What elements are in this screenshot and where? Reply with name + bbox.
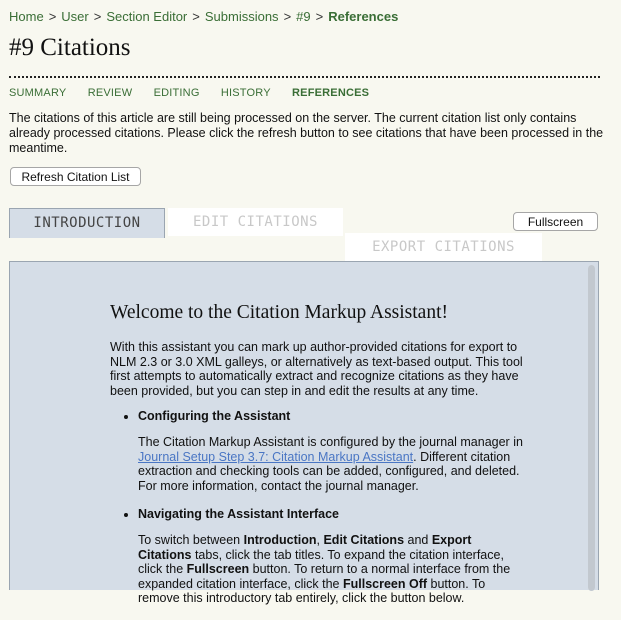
- tab-introduction[interactable]: INTRODUCTION: [9, 208, 165, 238]
- breadcrumb-separator: >: [315, 9, 324, 24]
- submission-subnav: [9, 87, 387, 99]
- help-text-part: The Citation Markup Assistant is configured by the journal manager in: [138, 435, 523, 449]
- breadcrumb-separator: >: [93, 9, 102, 24]
- refresh-citation-list-button[interactable]: Refresh Citation List: [10, 167, 141, 186]
- breadcrumb-home[interactable]: Home: [9, 9, 44, 24]
- breadcrumb-separator: >: [192, 9, 200, 24]
- breadcrumb: [9, 9, 398, 24]
- help-term-fullscreen: Fullscreen: [186, 562, 250, 576]
- panel-scrollbar[interactable]: [588, 265, 595, 591]
- welcome-content: [110, 302, 525, 620]
- help-text-part: button. To remove this introductory tab entirely, click the button below.: [138, 576, 486, 605]
- subnav-history[interactable]: HISTORY: [220, 87, 271, 99]
- help-term-edit-citations: Edit Citations: [323, 533, 405, 547]
- welcome-intro: With this assistant you can mark up author-provided citations for export to NLM 2.3 or 3.0 XML galleys, or alternatively as text-based output. This tool first attempts to automatically extract and recognize citations as they have been provided, but you can step in and edit the results at any time.: [110, 340, 523, 398]
- introduction-panel: [9, 261, 599, 605]
- help-text-part: tabs, click the tab titles. To expand the citation interface, click the: [138, 547, 504, 576]
- subnav-review[interactable]: REVIEW: [87, 87, 133, 99]
- help-text-part: . Different citation extraction and checking tools can be added, configured, and deleted. For more information, contact the journal manager.: [138, 449, 520, 493]
- help-term-fullscreen-off: Fullscreen Off: [342, 576, 428, 591]
- help-text-part: ,: [316, 533, 324, 547]
- title-divider: [9, 76, 600, 78]
- help-heading-navigating: • Navigating the Assistant Interface: [138, 507, 339, 521]
- processing-notice: The citations of this article are still being processed on the server. The current citation list only contains already processed citations. Please click the refresh button to see citations that have been processed in the meantime.: [9, 111, 604, 155]
- welcome-title: Welcome to the Citation Markup Assistant!: [110, 302, 449, 323]
- breadcrumb-current-references[interactable]: References: [328, 9, 399, 24]
- help-item-navigating: [138, 507, 525, 606]
- subnav-summary[interactable]: SUMMARY: [9, 87, 67, 99]
- subnav-editing[interactable]: EDITING: [153, 87, 200, 99]
- help-term-export-citations: Export Citations: [138, 533, 472, 562]
- tab-edit-citations[interactable]: EDIT CITATIONS: [168, 208, 343, 236]
- subnav-references[interactable]: REFERENCES: [292, 87, 370, 99]
- tab-export-citations[interactable]: EXPORT CITATIONS: [345, 233, 542, 261]
- journal-setup-link[interactable]: Journal Setup Step 3.7: Citation Markup Assistant: [138, 449, 414, 464]
- breadcrumb-user[interactable]: User: [61, 9, 89, 24]
- help-heading-configuring: • Configuring the Assistant: [138, 409, 291, 423]
- help-text-part: and: [404, 533, 432, 547]
- help-text-configuring: [138, 435, 525, 493]
- breadcrumb-separator: >: [48, 9, 57, 24]
- help-list: [110, 409, 525, 606]
- help-text-part: To switch between: [138, 533, 244, 547]
- help-term-introduction: Introduction: [243, 533, 317, 547]
- help-item-configuring: [138, 409, 525, 493]
- breadcrumb-submission-9[interactable]: #9: [296, 9, 311, 24]
- help-text-navigating: [138, 533, 525, 606]
- fullscreen-button[interactable]: Fullscreen: [513, 212, 598, 231]
- breadcrumb-separator: >: [283, 9, 292, 24]
- help-text-part: button. To return to a normal interface from the expanded citation interface, click the: [138, 562, 511, 591]
- page-title: #9 Citations: [9, 34, 131, 61]
- scrollbar-thumb[interactable]: [588, 265, 595, 591]
- breadcrumb-section-editor[interactable]: Section Editor: [106, 9, 188, 24]
- breadcrumb-submissions[interactable]: Submissions: [204, 9, 279, 24]
